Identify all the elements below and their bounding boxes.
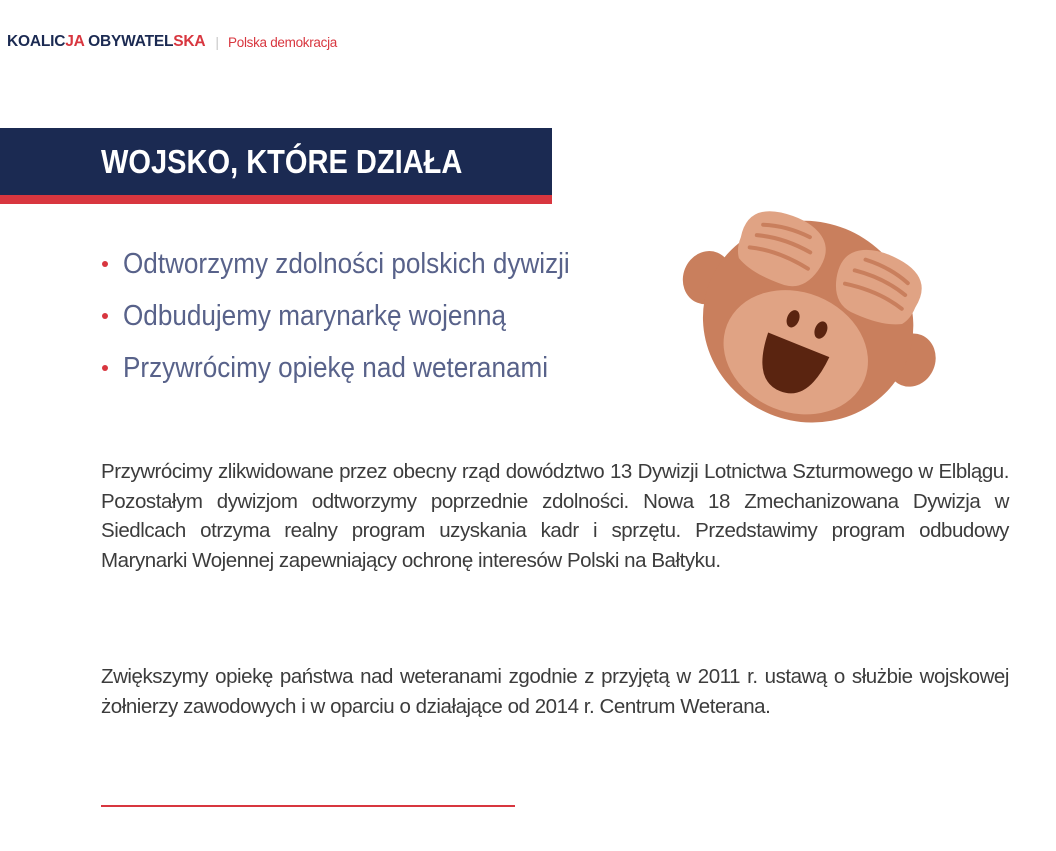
section-title-bar	[0, 128, 552, 204]
see-no-evil-monkey-icon	[682, 197, 937, 439]
bullet-text: Odtworzymy zdolności polskich dywizji	[123, 247, 570, 280]
header-separator: |	[215, 34, 220, 50]
paragraph-divisions-navy: Przywrócimy zlikwidowane przez obecny rząd dowództwo 13 Dywizji Lotnictwa Szturmowego w Elblągu. Pozostałym dywizjom odtworzymy poprzednie zdolności. Nowa 18 Zmechanizowana Dywizja w Siedlcach otrzyma realny program uzyskania kadr i sprzętu. Przedstawimy program odbudowy Marynarki Wojennej zapewniający ochronę interesów Polski na Bałtyku.	[101, 460, 1009, 572]
party-header	[7, 31, 337, 53]
bullet-text: Przywrócimy opiekę nad weteranami	[123, 351, 549, 384]
bullet-dot-icon	[102, 313, 108, 319]
bullet-text: Odbudujemy marynarkę wojenną	[123, 299, 507, 332]
bullet-item	[102, 238, 619, 290]
section-title: WOJSKO, KTÓRE DZIAŁA	[101, 143, 463, 180]
footer-divider	[101, 805, 515, 807]
bullet-dot-icon	[102, 261, 108, 267]
bullet-item	[102, 290, 619, 342]
bullet-list	[102, 238, 619, 394]
bullet-item	[102, 342, 619, 394]
header-tagline: Polska demokracja	[228, 34, 337, 50]
party-logo: KOALICJA OBYWATELSKA	[7, 33, 206, 50]
paragraph-veterans: Zwiększymy opiekę państwa nad weteranami zgodnie z przyjętą w 2011 r. ustawą o służbie wojskowej żołnierzy zawodowych i w oparciu o działające od 2014 r. Centrum Weterana.	[101, 665, 1009, 718]
bullet-dot-icon	[102, 365, 108, 371]
